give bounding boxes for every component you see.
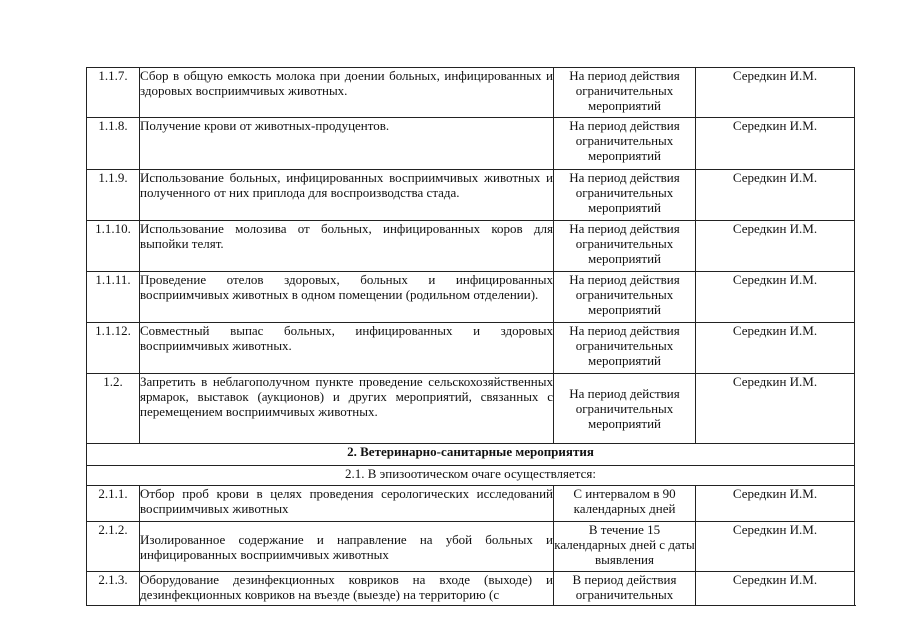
table-bottom-edge bbox=[86, 605, 856, 606]
row-number: 2.1.2. bbox=[87, 522, 140, 572]
measure-description: Совместный выпас больных, инфицированных и здоровых восприимчивых животных. bbox=[140, 323, 554, 374]
measure-period: На период действия ограничительных мероприятий bbox=[554, 68, 696, 118]
subsection-header-row bbox=[87, 466, 855, 486]
measure-period: На период действия ограничительных мероприятий bbox=[554, 374, 696, 444]
row-number: 1.1.7. bbox=[87, 68, 140, 118]
section-header-row bbox=[87, 444, 855, 466]
responsible-person: Середкин И.М. bbox=[696, 374, 855, 444]
measure-description: Использование молозива от больных, инфицированных коров для выпойки телят. bbox=[140, 221, 554, 272]
measure-description: Отбор проб крови в целях проведения серологических исследований восприимчивых животных bbox=[140, 486, 554, 522]
measure-description: Оборудование дезинфекционных ковриков на входе (выходе) и дезинфекционных ковриков на въезде (выезде) на территорию (с bbox=[140, 572, 554, 609]
table-row bbox=[87, 68, 855, 118]
subsection-title: 2.1. В эпизоотическом очаге осуществляется: bbox=[87, 466, 855, 486]
table-row bbox=[87, 374, 855, 444]
measure-description: Проведение отелов здоровых, больных и инфицированных восприимчивых животных в одном помещении (родильном отделении). bbox=[140, 272, 554, 323]
measure-description: Получение крови от животных-продуцентов. bbox=[140, 118, 554, 170]
responsible-person: Середкин И.М. bbox=[696, 486, 855, 522]
measure-period: На период действия ограничительных мероприятий bbox=[554, 272, 696, 323]
row-number: 1.1.11. bbox=[87, 272, 140, 323]
measure-description: Изолированное содержание и направление на убой больных и инфицированных восприимчивых животных bbox=[140, 522, 554, 572]
responsible-person: Середкин И.М. bbox=[696, 522, 855, 572]
row-number: 1.2. bbox=[87, 374, 140, 444]
row-number: 1.1.12. bbox=[87, 323, 140, 374]
table-row bbox=[87, 323, 855, 374]
row-number: 1.1.8. bbox=[87, 118, 140, 170]
measure-period: На период действия ограничительных мероприятий bbox=[554, 118, 696, 170]
table-row bbox=[87, 522, 855, 572]
row-number: 2.1.1. bbox=[87, 486, 140, 522]
responsible-person: Середкин И.М. bbox=[696, 272, 855, 323]
table-row bbox=[87, 170, 855, 221]
responsible-person: Середкин И.М. bbox=[696, 572, 855, 609]
measure-description: Сбор в общую емкость молока при доении больных, инфицированных и здоровых восприимчивых животных. bbox=[140, 68, 554, 118]
table-row bbox=[87, 118, 855, 170]
responsible-person: Середкин И.М. bbox=[696, 323, 855, 374]
table-row bbox=[87, 272, 855, 323]
row-number: 2.1.3. bbox=[87, 572, 140, 609]
measure-description: Использование больных, инфицированных восприимчивых животных и полученного от них приплода для воспроизводства стада. bbox=[140, 170, 554, 221]
measure-period: На период действия ограничительных мероприятий bbox=[554, 170, 696, 221]
responsible-person: Середкин И.М. bbox=[696, 221, 855, 272]
row-number: 1.1.10. bbox=[87, 221, 140, 272]
measure-period: С интервалом в 90 календарных дней bbox=[554, 486, 696, 522]
measure-period: На период действия ограничительных мероприятий bbox=[554, 221, 696, 272]
section-title: 2. Ветеринарно-санитарные мероприятия bbox=[87, 444, 855, 466]
responsible-person: Середкин И.М. bbox=[696, 170, 855, 221]
table-row bbox=[87, 221, 855, 272]
table-row bbox=[87, 486, 855, 522]
row-number: 1.1.9. bbox=[87, 170, 140, 221]
measures-table bbox=[86, 67, 855, 609]
measure-period: В период действия ограничительных bbox=[554, 572, 696, 609]
measure-period: В течение 15 календарных дней с даты выявления bbox=[554, 522, 696, 572]
measure-description: Запретить в неблагополучном пункте проведение сельскохозяйственных ярмарок, выставок (аукционов) и других мероприятий, связанных с перемещением восприимчивых животных. bbox=[140, 374, 554, 444]
responsible-person: Середкин И.М. bbox=[696, 68, 855, 118]
measure-period: На период действия ограничительных мероприятий bbox=[554, 323, 696, 374]
responsible-person: Середкин И.М. bbox=[696, 118, 855, 170]
table-row bbox=[87, 572, 855, 609]
page-crop bbox=[0, 605, 904, 640]
